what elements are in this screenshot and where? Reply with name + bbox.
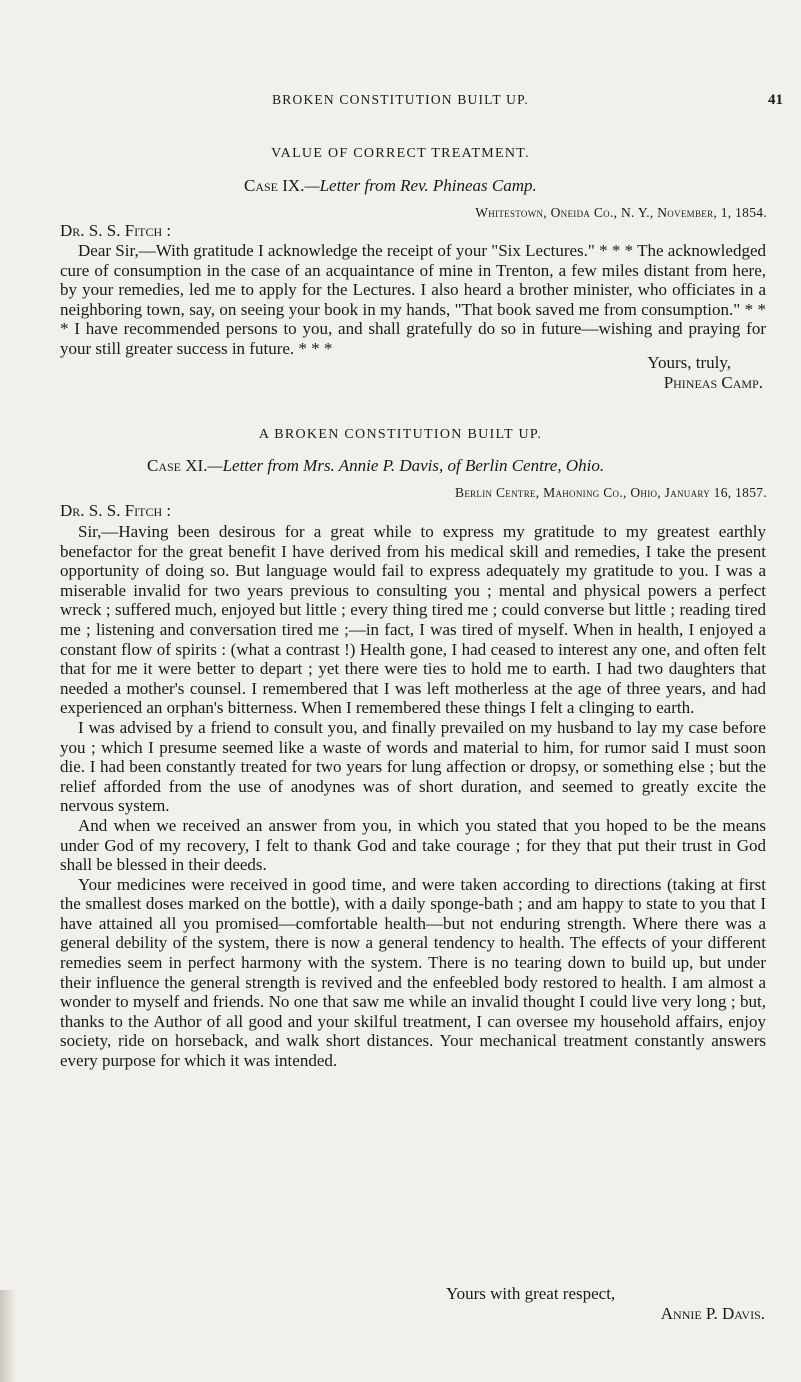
letter-signoff: Yours, truly,	[647, 353, 731, 372]
letter-signature: Annie P. Davis.	[660, 1304, 765, 1323]
letter-paragraph: I was advised by a friend to consult you, and finally prevailed on my husband to lay my case before you ; which I presume seemed like a waste of words and material to him, for rumor said I must soon die. I had been constantly treated for two years for lung affection or dropsy, or something else ; but the relief afforded from the use of anodynes was of short duration, and seemed to greatly excite the nervous system.	[60, 717, 766, 816]
page-binding-shadow	[0, 1290, 16, 1382]
case-subtitle: —Letter from Mrs. Annie P. Davis, of Berlin Centre, Ohio.	[207, 456, 605, 475]
section-heading-broken-constitution: A BROKEN CONSTITUTION BUILT UP.	[258, 427, 543, 442]
letter-salutation: Dr. S. S. Fitch :	[60, 221, 172, 240]
letter-body	[60, 241, 766, 359]
letter-signature: Phineas Camp.	[663, 373, 763, 392]
letter-body	[60, 522, 766, 1071]
case-xi-title	[147, 456, 604, 476]
letter-paragraph: Dear Sir,—With gratitude I acknowledge the receipt of your "Six Lectures." * * * The acknowledged cure of consumption in the case of an acquaintance of mine in Trenton, a few miles distant from here, by your remedies, led me to apply for the Lectures. I also heard a brother minister, who officiates in a neighboring town, say, on seeing your book in my hands, "That book saved me from consumption." * * * I have recommended persons to you, and shall gratefully do so in future—wishing and praying for your still greater success in future. * * *	[60, 241, 766, 358]
letter-salutation: Dr. S. S. Fitch :	[60, 501, 172, 520]
running-head: BROKEN CONSTITUTION BUILT UP.	[272, 92, 529, 107]
section-heading-value-of-treatment: VALUE OF CORRECT TREATMENT.	[271, 146, 530, 161]
case-label: Case XI.	[147, 456, 208, 475]
letter-signoff: Yours with great respect,	[446, 1284, 616, 1303]
letter-paragraph: Your medicines were received in good time, and were taken according to directions (taking at first the smallest doses marked on the bottle), with a daily sponge-bath ; and am happy to state to you that I have attained all you promised—comfortable health—but not enduring strength. Where there was a general debility of the system, there is now a general tendency to health. The effects of your different remedies seem in perfect harmony with the system. There is no tearing down to build up, but under their influence the general strength is revived and the enfeebled body restored to health. I am almost a wonder to myself and friends. No one that saw me while an invalid thought I could live very long ; but, thanks to the Author of all good and your skilful treatment, I can oversee my household affairs, enjoy society, ride on horseback, and walk short distances. Your mechanical treatment constantly answers every purpose for which it was intended.	[60, 874, 766, 1071]
case-ix-title	[244, 176, 537, 196]
letter-dateline: Whitestown, Oneida Co., N. Y., November, 1, 1854.	[475, 205, 767, 220]
page-number: 41	[768, 92, 783, 108]
case-label: Case IX.	[244, 176, 305, 195]
letter-dateline: Berlin Centre, Mahoning Co., Ohio, January 16, 1857.	[455, 485, 767, 500]
letter-paragraph: Sir,—Having been desirous for a great while to express my gratitude to my greatest earthly benefactor for the great benefit I have derived from his medical skill and remedies, I take the present opportunity of doing so. But language would fail to express adequately my gratitude to you. I was a miserable invalid for two years previous to consulting you ; mental and physical powers a perfect wreck ; suffered much, enjoyed but little ; every thing tired me ; could converse but little ; reading tired me ; listening and conversation tired me ;—in fact, I was tired of myself. When in health, I enjoyed a constant flow of spirits : (what a contrast !) Health gone, I had ceased to interest any one, and often felt that for me it were better to depart ; yet there were ties to hold me to earth. I had two daughters that needed a mother's counsel. I remembered that I was left motherless at the age of three years, and had experienced an orphan's bitterness. When I remembered these things I felt a clinging to earth.	[60, 522, 766, 718]
letter-paragraph: And when we received an answer from you, in which you stated that you hoped to be the means under God of my recovery, I felt to thank God and take courage ; for they that put their trust in God shall be blessed in their deeds.	[60, 815, 766, 875]
case-subtitle: —Letter from Rev. Phineas Camp.	[304, 176, 537, 195]
